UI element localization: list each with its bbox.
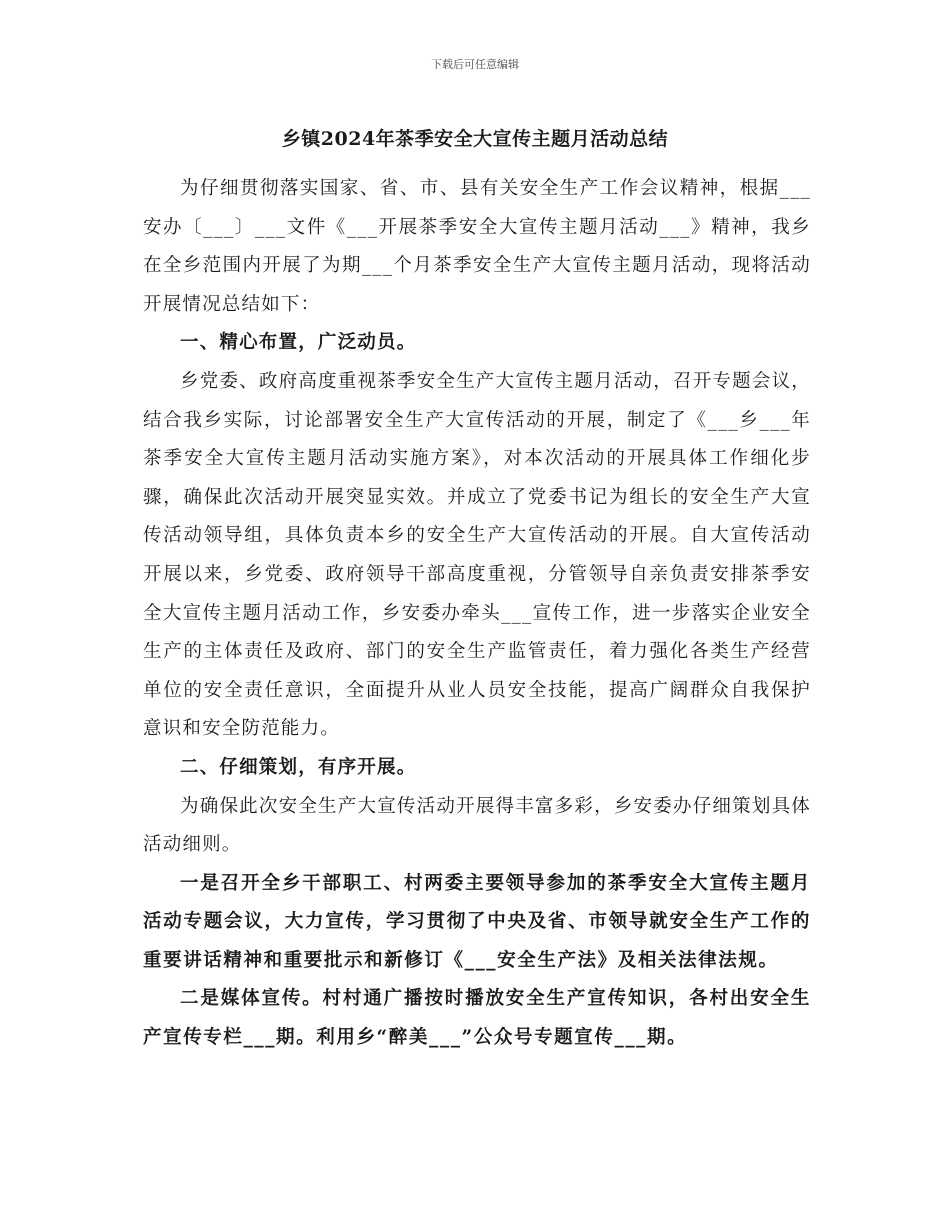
section-heading-1: 一、精心布置，广泛动员。 (180, 332, 417, 354)
item-1-paragraph: 一是召开全乡干部职工、村两委主要领导参加的茶季安全大宣传主题月活动专题会议，大力宣传，学习贯彻了中央及省、市领导就安全生产工作的重要讲话精神和重要批示和新修订《___安全生产法》及相关法律法规。 (143, 872, 811, 971)
section-heading-2: 二、仔细策划，有序开展。 (180, 756, 417, 778)
document-body (143, 170, 811, 1058)
document-title: 乡镇2024年茶季安全大宣传主题月活动总结 (281, 128, 669, 150)
intro-paragraph: 为仔细贯彻落实国家、省、市、县有关安全生产工作会议精神，根据___安办〔___〕___文件《___开展茶季安全大宣传主题月活动___》精神，我乡在全乡范围内开展了为期___个月茶季安全生产大宣传主题月活动，现将活动开展情况总结如下： (143, 178, 811, 315)
section-1-paragraph: 乡党委、政府高度重视茶季安全生产大宣传主题月活动，召开专题会议，结合我乡实际，讨论部署安全生产大宣传活动的开展，制定了《___乡___年茶季安全大宣传主题月活动实施方案》，对本次活动的开展具体工作细化步骤，确保此次活动开展突显实效。并成立了党委书记为组长的安全生产大宣传活动领导组，具体负责本乡的安全生产大宣传活动的开展。自大宣传活动开展以来，乡党委、政府领导干部高度重视，分管领导自亲负责安排茶季安全大宣传主题月活动工作，乡安委办牵头___宣传工作，进一步落实企业安全生产的主体责任及政府、部门的安全生产监管责任，着力强化各类生产经营单位的安全责任意识，全面提升从业人员安全技能，提高广阔群众自我保护意识和安全防范能力。 (143, 370, 811, 740)
item-2-paragraph: 二是媒体宣传。村村通广播按时播放安全生产宣传知识，各村出安全生产宣传专栏___期。利用乡“醉美___”公众号专题宣传___期。 (143, 988, 811, 1049)
section-2-paragraph: 为确保此次安全生产大宣传活动开展得丰富多彩，乡安委办仔细策划具体活动细则。 (143, 795, 811, 856)
page-header: 下载后可任意编辑 (431, 58, 519, 71)
